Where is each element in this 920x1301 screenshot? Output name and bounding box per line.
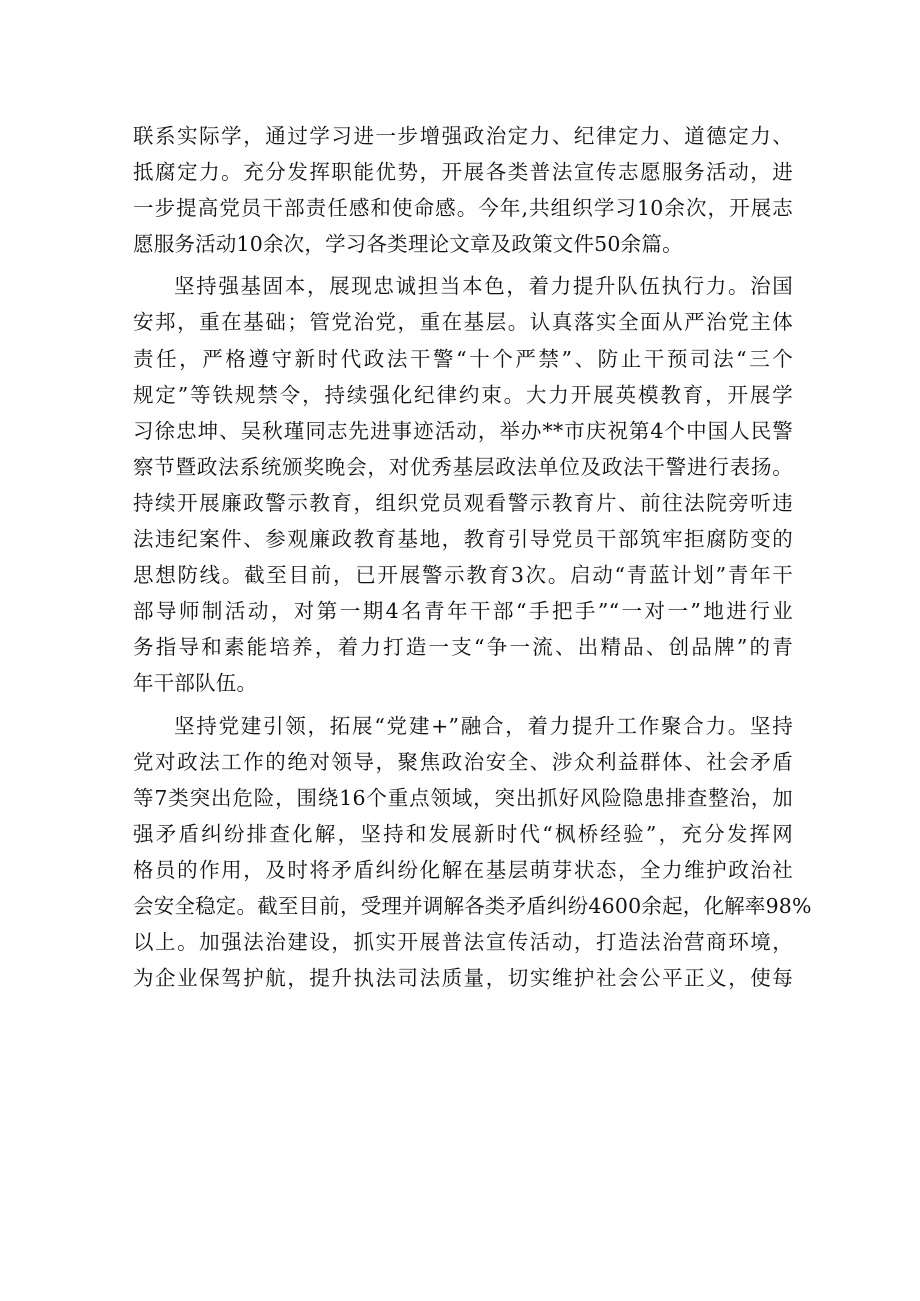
text-line: 部导师制活动，对第一期4名青年干部“手把手”“一对一”地进行业: [133, 599, 793, 624]
text-line: 强矛盾纠纷排查化解，坚持和发展新时代“枫桥经验”，充分发挥网: [133, 821, 793, 846]
text-line: 一步提高党员干部责任感和使命感。今年,共组织学习10余次，开展志: [133, 196, 793, 221]
text-line: 务指导和素能培养，着力打造一支“争一流、出精品、创品牌”的青: [133, 635, 793, 660]
text-line: 察节暨政法系统颁奖晚会，对优秀基层政法单位及政法干警进行表扬。: [133, 454, 793, 479]
text-line: 党对政法工作的绝对领导，聚焦政治安全、涉众利益群体、社会矛盾: [133, 749, 793, 774]
text-line: 抵腐定力。充分发挥职能优势，开展各类普法宣传志愿服务活动，进: [133, 160, 793, 185]
text-line: 以上。加强法治建设，抓实开展普法宣传活动，打造法治营商环境，: [133, 930, 793, 955]
paragraph-3: [133, 708, 812, 997]
text-line: 习徐忠坤、吴秋瑾同志先进事迹活动，举办**市庆祝第4个中国人民警: [133, 418, 793, 443]
text-line: 联系实际学，通过学习进一步增强政治定力、纪律定力、道德定力、: [133, 124, 793, 148]
text-line: 愿服务活动10余次，学习各类理论文章及政策文件50余篇。: [133, 232, 683, 257]
paragraph-2: [133, 268, 793, 701]
text-line: 责任，严格遵守新时代政法干警“十个严禁”、防止干预司法“三个: [133, 346, 793, 371]
body-text: [133, 118, 812, 996]
text-line: 法违纪案件、参观廉政教育基地，教育引导党员干部筑牢拒腐防变的: [133, 527, 793, 552]
text-line: 坚持党建引领，拓展“党建+”融合，着力提升工作聚合力。坚持: [174, 713, 793, 738]
text-line: 格员的作用，及时将矛盾纠纷化解在基层萌芽状态，全力维护政治社: [133, 857, 793, 882]
text-line: 安邦，重在基础；管党治党，重在基层。认真落实全面从严治党主体: [133, 310, 793, 335]
text-line: 规定”等铁规禁令，持续强化纪律约束。大力开展英模教育，开展学: [133, 382, 793, 407]
paragraph-1: [133, 118, 793, 262]
text-line: 等7类突出危险，围绕16个重点领域，突出抓好风险隐患排查整治，加: [133, 785, 793, 810]
text-line: 持续开展廉政警示教育，组织党员观看警示教育片、前往法院旁听违: [133, 490, 793, 515]
text-line: 为企业保驾护航，提升执法司法质量，切实维护社会公平正义，使每: [133, 966, 793, 991]
text-line: 年干部队伍。: [133, 671, 258, 696]
text-line: 坚持强基固本，展现忠诚担当本色，着力提升队伍执行力。治国: [174, 274, 793, 299]
text-line: 思想防线。截至目前，已开展警示教育3次。启动“青蓝计划”青年干: [133, 563, 793, 588]
text-line: 会安全稳定。截至目前，受理并调解各类矛盾纠纷4600余起，化解率98%: [133, 893, 812, 918]
